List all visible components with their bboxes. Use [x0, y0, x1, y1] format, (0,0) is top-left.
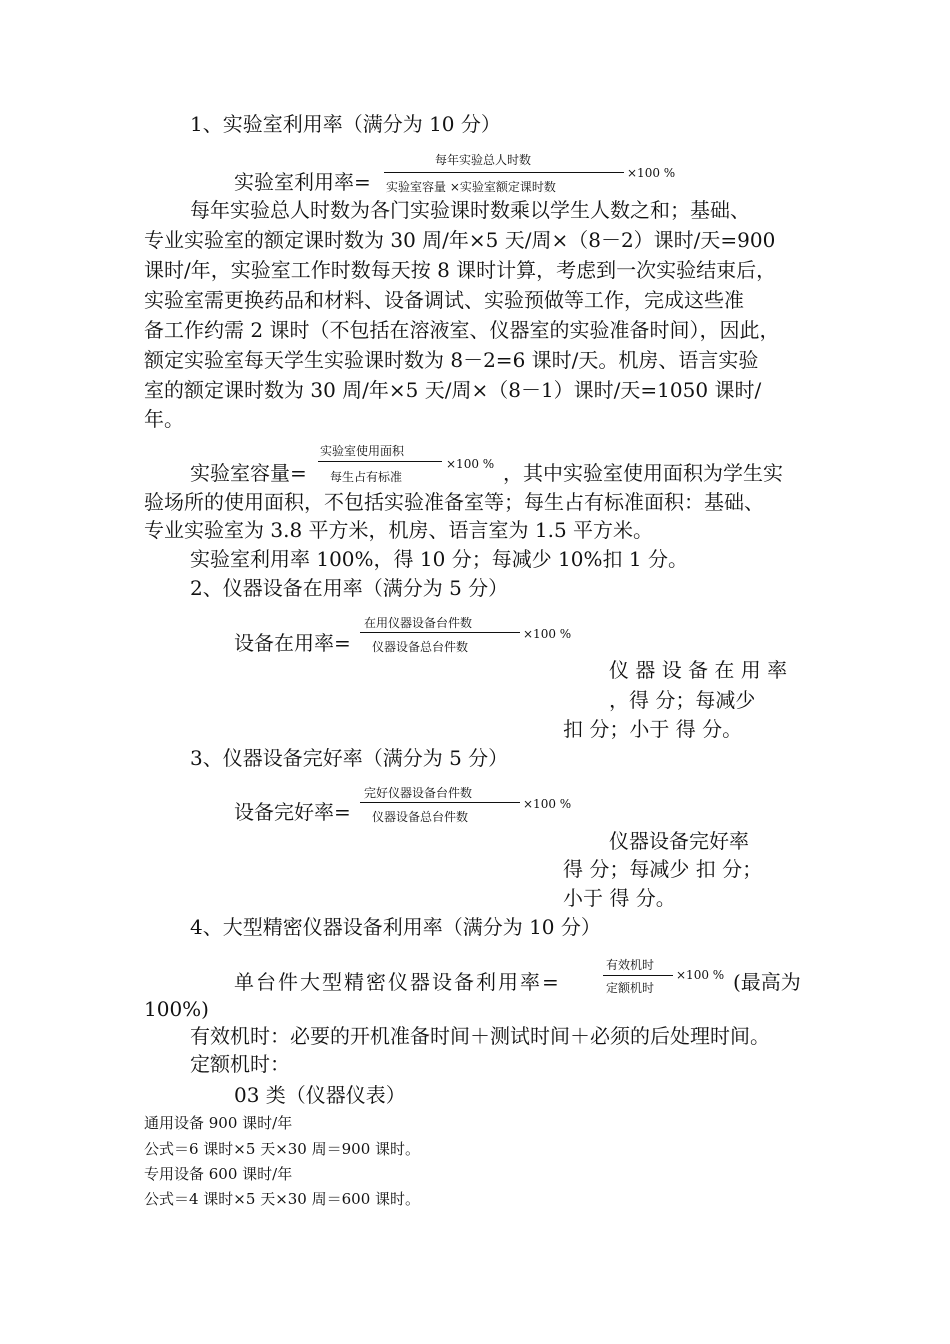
- precision-formula-tail2: 100%): [144, 997, 209, 1021]
- fraction-bar: [384, 172, 624, 173]
- precision-formula-suffix: ×100 %: [676, 968, 725, 982]
- capacity-text: 专业实验室为 3.8 平方米，机房、语言室为 1.5 平方米。: [144, 518, 654, 542]
- inuse-scoring: 仪 器 设 备 在 用 率: [609, 658, 788, 682]
- inuse-formula-numerator: 在用仪器设备台件数: [364, 616, 473, 630]
- inuse-formula-suffix: ×100 %: [523, 627, 572, 641]
- precision-formula-lhs: 单台件大型精密仪器设备利用率=: [234, 970, 561, 994]
- utilization-scoring: 实验室利用率 100%，得 10 分；每减少 10%扣 1 分。: [190, 547, 688, 571]
- quota-line: 通用设备 900 课时/年: [144, 1114, 293, 1132]
- fraction-bar: [318, 461, 442, 462]
- quota-hours-label: 定额机时：: [190, 1052, 290, 1076]
- utilization-formula-suffix: ×100 %: [627, 166, 676, 180]
- inuse-formula-denominator: 仪器设备总台件数: [372, 640, 469, 654]
- effective-hours: 有效机时：必要的开机准备时间＋测试时间＋必须的后处理时间。: [190, 1024, 770, 1048]
- inuse-formula-lhs: 设备在用率=: [234, 631, 351, 655]
- intact-formula-denominator: 仪器设备总台件数: [372, 810, 469, 824]
- para-line: 课时/年，实验室工作时数每天按 8 课时计算，考虑到一次实验结束后，: [144, 258, 777, 282]
- intact-scoring: 得 分；每减少 扣 分；: [563, 857, 763, 881]
- precision-formula-tail: (最高为: [733, 970, 801, 994]
- intact-formula-suffix: ×100 %: [523, 797, 572, 811]
- section2-heading: 2、仪器设备在用率（满分为 5 分）: [190, 576, 509, 600]
- utilization-formula-lhs: 实验室利用率=: [234, 170, 371, 194]
- precision-formula-denominator: 定额机时: [606, 981, 655, 995]
- para-line: 每年实验总人时数为各门实验课时数乘以学生人数之和；基础、: [190, 198, 750, 222]
- category-label: 03 类（仪器仪表）: [234, 1083, 406, 1107]
- para-line: 额定实验室每天学生实验课时数为 8－2=6 课时/天。机房、语言实验: [144, 348, 759, 372]
- utilization-formula-numerator: 每年实验总人时数: [435, 153, 532, 167]
- quota-line: 公式＝6 课时×5 天×30 周＝900 课时。: [144, 1140, 421, 1158]
- para-line: 专业实验室的额定课时数为 30 周/年×5 天/周×（8－2）课时/天=900: [144, 228, 776, 252]
- section1-heading: 1、实验室利用率（满分为 10 分）: [190, 112, 501, 136]
- precision-formula-numerator: 有效机时: [606, 958, 655, 972]
- intact-scoring: 小于 得 分。: [563, 886, 676, 910]
- section4-heading: 4、大型精密仪器设备利用率（满分为 10 分）: [190, 915, 601, 939]
- fraction-bar: [603, 975, 673, 976]
- para-line: 备工作约需 2 课时（不包括在溶液室、仪器室的实验准备时间），因此，: [144, 318, 780, 342]
- para-line: 室的额定课时数为 30 周/年×5 天/周×（8－1）课时/天=1050 课时/: [144, 378, 762, 402]
- intact-scoring: 仪器设备完好率: [609, 829, 749, 853]
- fraction-bar: [360, 802, 520, 803]
- inuse-scoring: 扣 分；小于 得 分。: [563, 717, 743, 741]
- capacity-formula-denominator: 每生占有标准: [330, 470, 403, 484]
- section3-heading: 3、仪器设备完好率（满分为 5 分）: [190, 746, 509, 770]
- para-line: 实验室需更换药品和材料、设备调试、实验预做等工作，完成这些准: [144, 288, 744, 312]
- utilization-formula-denominator: 实验室容量 ×实验室额定课时数: [386, 180, 556, 194]
- capacity-text: ，其中实验室使用面积为学生实: [503, 461, 783, 485]
- para-line: 年。: [144, 407, 184, 431]
- quota-line: 专用设备 600 课时/年: [144, 1165, 293, 1183]
- intact-formula-lhs: 设备完好率=: [234, 800, 351, 824]
- inuse-scoring: ，得 分；每减少: [609, 688, 756, 712]
- capacity-formula-suffix: ×100 %: [446, 457, 495, 471]
- capacity-text: 验场所的使用面积，不包括实验准备室等；每生占有标准面积：基础、: [144, 490, 764, 514]
- intact-formula-numerator: 完好仪器设备台件数: [364, 786, 473, 800]
- capacity-formula-lhs: 实验室容量=: [190, 461, 307, 485]
- capacity-formula-numerator: 实验室使用面积: [320, 444, 405, 458]
- fraction-bar: [360, 632, 520, 633]
- quota-line: 公式＝4 课时×5 天×30 周＝600 课时。: [144, 1190, 421, 1208]
